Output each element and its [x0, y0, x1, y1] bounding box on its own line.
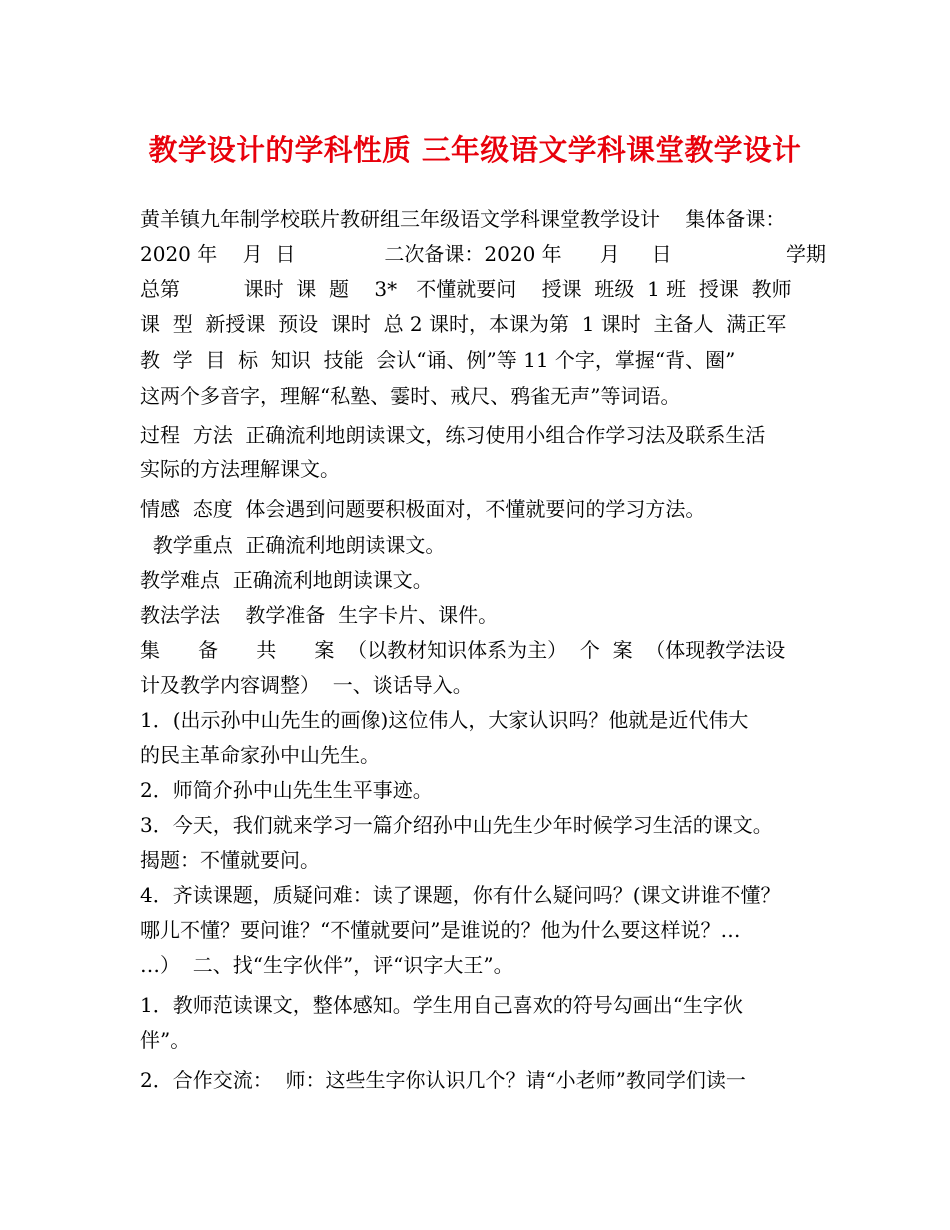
text-line: 教学重点 正确流利地朗读课文。	[140, 533, 446, 557]
text-line: 情感 态度 体会遇到问题要积极面对，不懂就要问的学习方法。	[140, 497, 706, 521]
text-line: …） 二、找“生字伙伴”，评“识字大王”。	[140, 953, 514, 977]
text-line: 4．齐读课题，质疑问难：读了课题，你有什么疑问吗？(课文讲谁不懂？	[140, 883, 781, 907]
text-line: 教 学 目 标 知识 技能 会认“诵、例”等 11 个字，掌握“背、圈”	[140, 348, 736, 372]
text-line: 黄羊镇九年制学校联片教研组三年级语文学科课堂教学设计 集体备课：	[140, 207, 786, 231]
text-line: 2．合作交流： 师：这些生字你认识几个？请“小老师”教同学们读一	[140, 1068, 746, 1092]
text-line: 2020 年 月 日 二次备课：2020 年 月 日 学期	[140, 242, 827, 266]
text-line: 2．师简介孙中山先生生平事迹。	[140, 778, 433, 802]
text-line: 3．今天，我们就来学习一篇介绍孙中山先生少年时候学习生活的课文。	[140, 813, 773, 837]
text-line: 揭题：不懂就要问。	[140, 848, 320, 872]
text-line: 实际的方法理解课文。	[140, 457, 340, 481]
text-line: 过程 方法 正确流利地朗读课文，练习使用小组合作学习法及联系生活	[140, 423, 766, 447]
text-line: 这两个多音字，理解“私塾、霎时、戒尺、鸦雀无声”等词语。	[140, 384, 681, 408]
document-title: 教学设计的学科性质 三年级语文学科课堂教学设计	[148, 133, 802, 167]
text-line: 总第 课时 课 题 3* 不懂就要问 授课 班级 1 班 授课 教师	[140, 277, 792, 301]
text-line: 的民主革命家孙中山先生。	[140, 743, 380, 767]
text-line: 集 备 共 案 （以教材知识体系为主） 个 案 （体现教学法设	[140, 638, 786, 662]
text-line: 哪儿不懂？要问谁？“不懂就要问”是谁说的？他为什么要这样说？…	[140, 918, 741, 942]
text-line: 1．教师范读课文，整体感知。学生用自己喜欢的符号勾画出“生字伙	[140, 993, 743, 1017]
text-line: 1．(出示孙中山先生的画像)这位伟人，大家认识吗？他就是近代伟大	[140, 708, 749, 732]
text-line: 教学难点 正确流利地朗读课文。	[140, 568, 433, 592]
text-line: 教法学法 教学准备 生字卡片、课件。	[140, 603, 499, 627]
text-line: 计及教学内容调整） 一、谈话导入。	[140, 673, 473, 697]
text-line: 伴”。	[140, 1028, 191, 1052]
text-line: 课 型 新授课 预设 课时 总 2 课时，本课为第 1 课时 主备人 满正军	[140, 312, 787, 336]
